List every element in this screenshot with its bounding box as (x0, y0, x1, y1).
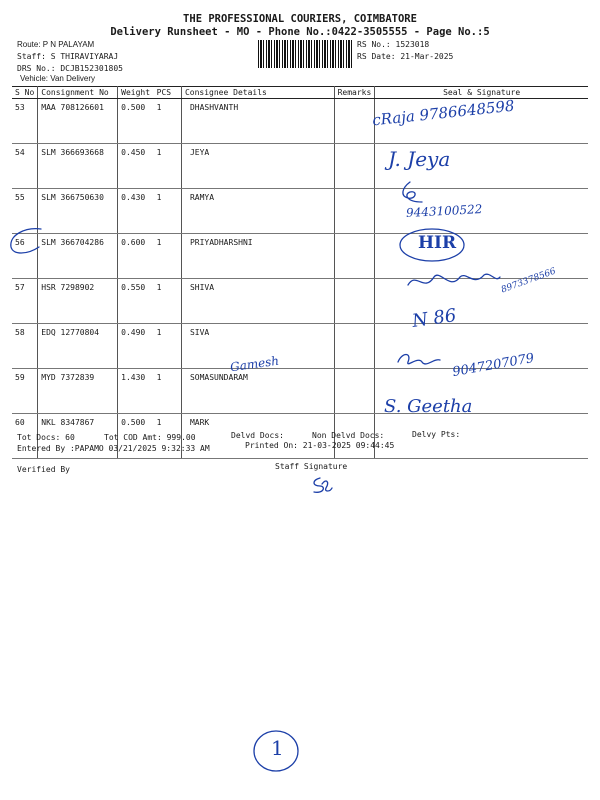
route-label: Route: P N PALAYAM (17, 40, 95, 49)
vehicle-label: Vehicle: Van Delivery (20, 74, 95, 83)
barcode (258, 40, 352, 68)
cell-pcs: 1 (154, 414, 182, 459)
cell-weight: 0.600 (118, 234, 154, 279)
cell-weight: 0.500 (118, 414, 154, 459)
cell-weight: 1.430 (118, 369, 154, 414)
entered-by: Entered By :PAPAMO 03/21/2025 9:32:33 AM (17, 444, 210, 453)
staff-label: Staff: S THIRAVIYARAJ (17, 52, 119, 61)
total-docs: Tot Docs: 60 (17, 433, 75, 442)
cell-pcs: 1 (154, 234, 182, 279)
cell-consignee: SIVA (181, 324, 334, 369)
cell-consignment: MYD 7372839 (38, 369, 118, 414)
cell-sno: 60 (12, 414, 38, 459)
cell-consignment: HSR 7298902 (38, 279, 118, 324)
runsheet-subtitle: Delivery Runsheet - MO - Phone No.:0422-3505555 - Page No.:5 (110, 26, 490, 38)
cell-consignment: NKL 8347867 (38, 414, 118, 459)
col-header-seal: Seal & Signature (375, 87, 588, 99)
printed-on: Printed On: 21-03-2025 09:44:45 (245, 441, 395, 450)
cell-pcs: 1 (154, 189, 182, 234)
col-header-consignment: Consignment No (38, 87, 118, 99)
cell-sno: 59 (12, 369, 38, 414)
rs-date: RS Date: 21-Mar-2025 (357, 52, 454, 61)
handwritten-signature-56: HIR (418, 233, 457, 253)
handwritten-phone-55: 9443100522 (405, 202, 483, 220)
total-cod-amount: Tot COD Amt: 999.00 (104, 433, 196, 442)
handwritten-signature-60: S. Geetha (384, 396, 473, 417)
verified-by-label: Verified By (17, 465, 70, 474)
cell-pcs: 1 (154, 144, 182, 189)
cell-consignee: DHASHVANTH (181, 99, 334, 144)
cell-remarks (334, 144, 375, 189)
cell-consignee: SOMASUNDARAM (181, 369, 334, 414)
cell-remarks (334, 189, 375, 234)
cell-consignment: SLM 366750630 (38, 189, 118, 234)
cell-pcs: 1 (154, 99, 182, 144)
rs-number: RS No.: 1523018 (357, 40, 430, 49)
cell-sno: 54 (12, 144, 38, 189)
cell-consignment: SLM 366693668 (38, 144, 118, 189)
cell-weight: 0.490 (118, 324, 154, 369)
signature-scribble-icon (396, 180, 426, 204)
cell-weight: 0.450 (118, 144, 154, 189)
cell-remarks (334, 99, 375, 144)
handwritten-name-59: Gamesh (229, 353, 280, 375)
company-title: THE PROFESSIONAL COURIERS, COIMBATORE (183, 13, 417, 25)
cell-consignee: SHIVA (181, 279, 334, 324)
table-row (12, 189, 588, 234)
delivery-points: Delvy Pts: (412, 430, 461, 439)
table-row (12, 369, 588, 414)
cell-weight: 0.500 (118, 99, 154, 144)
col-header-sno: S No (12, 87, 38, 99)
cell-consignee: PRIYADHARSHNI (181, 234, 334, 279)
handwritten-signature-53: cRaja 9786648598 (371, 96, 516, 130)
non-delivered-docs: Non Delvd Docs: (312, 431, 385, 440)
cell-pcs: 1 (154, 324, 182, 369)
cell-weight: 0.430 (118, 189, 154, 234)
handwritten-phone-57: 8973378566 (500, 266, 558, 296)
cell-sno: 58 (12, 324, 38, 369)
handwritten-phone-59: 9047207079 (451, 350, 536, 381)
cell-sno: 56 (12, 234, 38, 279)
cell-consignee: JEYA (181, 144, 334, 189)
cell-consignment: EDQ 12770804 (38, 324, 118, 369)
cell-remarks (334, 279, 375, 324)
cell-consignee: RAMYA (181, 189, 334, 234)
drs-number: DRS No.: DCJB152301805 (17, 64, 123, 73)
cell-pcs: 1 (154, 279, 182, 324)
table-row (12, 144, 588, 189)
cell-remarks (334, 369, 375, 414)
col-header-weight: Weight (118, 87, 154, 99)
handwritten-page-number: 1 (271, 736, 284, 760)
cell-consignee: MARK (181, 414, 334, 459)
cell-sno: 55 (12, 189, 38, 234)
signature-57-scribble-icon (404, 267, 504, 297)
cell-remarks (334, 324, 375, 369)
cell-pcs: 1 (154, 369, 182, 414)
staff-signature-label: Staff Signature (275, 462, 348, 471)
cell-seal (375, 414, 588, 459)
handwritten-signature-54: J. Jeya (388, 147, 451, 171)
cell-remarks (334, 234, 375, 279)
staff-signature-scribble-icon (306, 474, 336, 498)
handwritten-signature-58: N 86 (410, 305, 458, 332)
signature-59-scribble-icon (392, 348, 442, 372)
cell-consignment: MAA 708126601 (38, 99, 118, 144)
row-56-circle-mark-icon (5, 225, 45, 259)
cell-weight: 0.550 (118, 279, 154, 324)
col-header-consignee: Consignee Details (181, 87, 334, 99)
table-header-row (12, 87, 588, 99)
delivered-docs: Delvd Docs: (231, 431, 284, 440)
cell-sno: 53 (12, 99, 38, 144)
col-header-remarks: Remarks (334, 87, 375, 99)
cell-sno: 57 (12, 279, 38, 324)
cell-consignment: SLM 366704286 (38, 234, 118, 279)
col-header-pcs: PCS (154, 87, 182, 99)
